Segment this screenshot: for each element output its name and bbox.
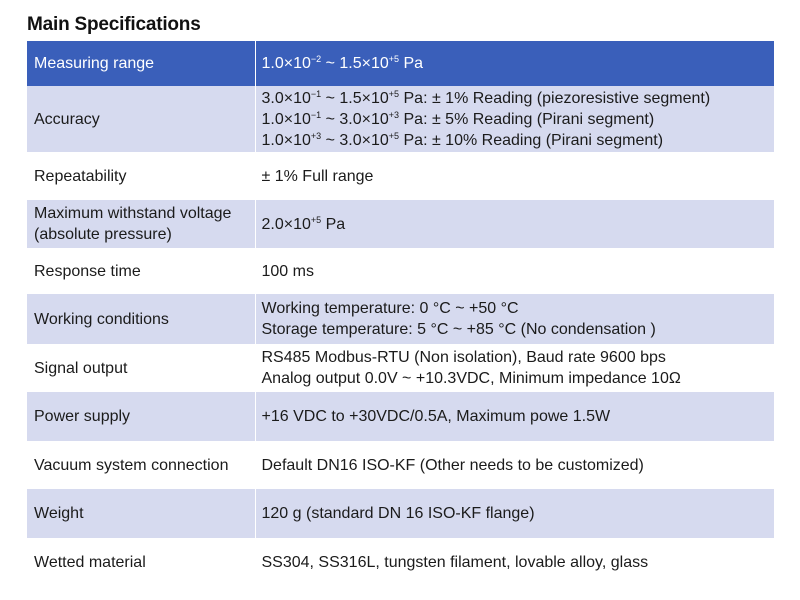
spec-label: Weight [34, 505, 84, 522]
spec-value: +16 VDC to +30VDC/0.5A, Maximum powe 1.5W [261, 408, 611, 425]
spec-value: RS485 Modbus-RTU (Non isolation), Baud rate 9600 bps [261, 349, 666, 366]
spec-label: Maximum withstand voltage [34, 205, 232, 222]
spec-value: $2.0\times 10^{+5}$ Pa [261, 214, 346, 233]
spec-value-cell [255, 248, 774, 294]
spec-value: $1.0\times 10^{-1}$ ~ $3.0\times 10^{+3}$ Pa: ± 5% Reading (Pirani segment) [261, 109, 655, 128]
spec-value-cell [255, 441, 774, 489]
spec-value: Working temperature: 0 °C ~ +50 °C [261, 300, 519, 317]
spec-label-cell [27, 248, 255, 294]
spec-value: Storage temperature: 5 °C ~ +85 °C (No condensation ) [261, 321, 656, 338]
spec-label-cell [27, 538, 255, 586]
spec-label: Measuring range [34, 55, 155, 72]
spec-label: Vacuum system connection [34, 456, 229, 474]
spec-value-cell [255, 152, 774, 200]
spec-label-cell [27, 41, 255, 86]
spec-value-cell [255, 294, 774, 344]
spec-value-cell [255, 86, 774, 152]
spec-value: SS304, SS316L, tungsten filament, lovable alloy, glass [261, 553, 649, 571]
table-row [27, 152, 774, 200]
table-row [27, 41, 774, 86]
table-row [27, 294, 774, 344]
spec-value: $1.0\times 10^{+3}$ ~ $3.0\times 10^{+5}$ Pa: ± 10% Reading (Pirani segment) [261, 130, 664, 149]
spec-label: Accuracy [34, 110, 100, 128]
spec-label: Repeatability [34, 167, 127, 185]
spec-value: 120 g (standard DN 16 ISO-KF flange) [261, 505, 535, 522]
spec-value-cell [255, 392, 774, 441]
spec-label-cell [27, 152, 255, 200]
table-row [27, 248, 774, 294]
spec-label-cell [27, 344, 255, 392]
spec-value-cell [255, 41, 774, 86]
spec-value: $3.0\times 10^{-1}$ ~ $1.5\times 10^{+5}$ Pa: ± 1% Reading (piezoresistive segment) [261, 88, 711, 107]
specifications-table [27, 41, 774, 586]
spec-label: Working conditions [34, 310, 169, 328]
spec-label: Response time [34, 262, 141, 280]
spec-value-cell [255, 538, 774, 586]
spec-label-cell [27, 441, 255, 489]
spec-label: Power supply [34, 408, 131, 425]
spec-label: Wetted material [34, 553, 146, 571]
spec-value: ± 1% Full range [261, 167, 374, 185]
table-row [27, 538, 774, 586]
spec-label-cell [27, 489, 255, 538]
page-title: Main Specifications [27, 14, 201, 35]
table-row [27, 441, 774, 489]
spec-label-cell [27, 200, 255, 248]
spec-label: (absolute pressure) [34, 226, 172, 243]
spec-value-cell [255, 344, 774, 392]
table-row [27, 200, 774, 248]
spec-value-cell [255, 200, 774, 248]
spec-label: Signal output [34, 359, 128, 377]
spec-value: Analog output 0.0V ~ +10.3VDC, Minimum impedance 10Ω [261, 370, 681, 387]
spec-value: $1.0\times 10^{-2}$ ~ $1.5\times 10^{+5}$ Pa [261, 54, 424, 72]
spec-label-cell [27, 392, 255, 441]
spec-label-cell [27, 86, 255, 152]
spec-value: 100 ms [261, 262, 314, 280]
table-row [27, 344, 774, 392]
spec-value: Default DN16 ISO-KF (Other needs to be customized) [261, 456, 644, 474]
spec-value-cell [255, 489, 774, 538]
table-row [27, 86, 774, 152]
table-row [27, 392, 774, 441]
spec-label-cell [27, 294, 255, 344]
table-row [27, 489, 774, 538]
